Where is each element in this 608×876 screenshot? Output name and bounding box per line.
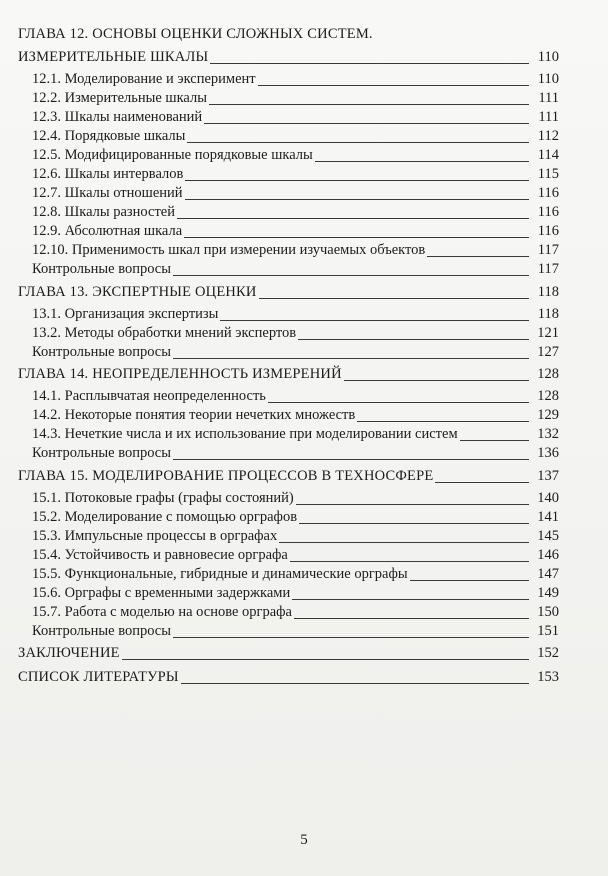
toc-entry-page-number: 153 [537,669,559,685]
toc-entry-page-number: 116 [537,185,559,201]
toc-entry-section [18,388,559,407]
toc-entry-page-number: 146 [537,546,559,563]
toc-entry-label: ГЛАВА 12. ОСНОВЫ ОЦЕНКИ СЛОЖНЫХ СИСТЕМ. [18,26,373,42]
toc-entry-row [18,90,559,107]
toc-entry-label: 15.3. Импульсные процессы в орграфах [32,527,278,544]
toc-entry-chapter [18,49,559,71]
toc-dot-leader [187,142,529,143]
toc-entry-review-questions [18,623,559,644]
toc-entry-label: ЗАКЛЮЧЕНИЕ [18,645,120,661]
toc-entry-section [18,547,559,566]
toc-dot-leader [185,199,529,200]
toc-entry-label: 15.7. Работа с моделью на основе орграфа [32,603,292,620]
toc-entry-section [18,204,559,223]
toc-entry-row [18,407,559,424]
toc-entry-row [18,445,559,462]
toc-entry-label: 12.3. Шкалы наименований [32,109,203,125]
toc-dot-leader [435,482,529,483]
toc-entry-label: ГЛАВА 15. МОДЕЛИРОВАНИЕ ПРОЦЕССОВ В ТЕХНОСФЕРЕ [18,467,434,484]
toc-entry-label: ГЛАВА 14. НЕОПРЕДЕЛЕННОСТЬ ИЗМЕРЕНИЙ [18,366,342,382]
toc-entry-page-number: 137 [537,467,559,484]
toc-dot-leader [220,320,529,321]
toc-entry-label: Контрольные вопросы [32,622,171,639]
toc-entry-row [18,645,559,662]
toc-entry-section [18,509,559,528]
toc-entry-page-number: 145 [537,527,559,544]
toc-dot-leader [292,599,529,600]
toc-dot-leader [259,298,529,299]
toc-entry-page-number: 152 [537,645,559,661]
toc-entry-page-number: 127 [537,343,559,360]
toc-entry-page-number: 117 [537,242,559,258]
toc-dot-leader [460,440,529,441]
toc-entry-section [18,306,559,325]
page-number: 5 [300,832,308,848]
toc-entry-row [18,468,559,485]
toc-entry-row [18,547,559,564]
toc-entry-section [18,242,559,261]
toc-entry-row [18,306,559,323]
toc-entry-chapter [18,284,559,306]
toc-entry-page-number: 136 [537,445,559,461]
toc-entry-label: Контрольные вопросы [32,445,171,461]
toc-entry-label: 12.6. Шкалы интервалов [32,166,184,182]
toc-entry-row [18,26,559,43]
toc-dot-leader [268,402,529,403]
toc-entry-label: 15.5. Функциональные, гибридные и динамические орграфы [32,565,408,582]
toc-entry-chapter [18,645,559,667]
toc-dot-leader [344,380,529,381]
toc-entry-page-number: 128 [537,388,559,404]
toc-entry-label: 12.9. Абсолютная шкала [32,223,183,239]
toc-entry-page-number: 110 [537,49,559,65]
toc-dot-leader [185,180,529,181]
toc-entry-row [18,261,559,278]
toc-dot-leader [122,659,529,660]
toc-entry-row [18,344,559,361]
toc-entry-section [18,166,559,185]
toc-entry-chapter [18,26,559,47]
toc-dot-leader [173,358,529,359]
toc-entry-label: 12.5. Модифицированные порядковые шкалы [32,147,313,163]
toc-entry-page-number: 116 [537,204,559,220]
toc-entry-section [18,109,559,128]
toc-entry-row [18,242,559,259]
toc-dot-leader [177,218,529,219]
toc-entry-page-number: 132 [537,426,559,442]
toc-entry-row [18,49,559,66]
toc-entry-label: 13.2. Методы обработки мнений экспертов [32,324,297,341]
toc-entry-page-number: 116 [537,223,559,239]
toc-entry-section [18,223,559,242]
toc-entry-row [18,366,559,383]
toc-dot-leader [299,523,529,524]
toc-dot-leader [204,123,529,124]
toc-entry-label: СПИСОК ЛИТЕРАТУРЫ [18,669,179,685]
toc-entry-row [18,509,559,526]
toc-entry-label: ИЗМЕРИТЕЛЬНЫЕ ШКАЛЫ [18,49,209,65]
toc-entry-section [18,585,559,604]
toc-entry-row [18,585,559,602]
toc-dot-leader [210,63,529,64]
toc-entry-section [18,147,559,166]
toc-dot-leader [410,580,529,581]
toc-dot-leader [315,161,529,162]
toc-entry-section [18,528,559,547]
toc-entry-page-number: 111 [538,109,559,125]
toc-entry-review-questions [18,445,559,466]
toc-entry-section [18,426,559,445]
toc-dot-leader [173,275,529,276]
toc-entry-label: 15.1. Потоковые графы (графы состояний) [32,489,294,506]
toc-entry-row [18,185,559,202]
toc-entry-page-number: 111 [538,90,559,106]
toc-entry-row [18,128,559,145]
toc-dot-leader [296,504,529,505]
toc-entry-label: 12.8. Шкалы разностей [32,204,175,220]
toc-entry-page-number: 147 [537,565,559,582]
toc-entry-section [18,185,559,204]
toc-entry-page-number: 115 [537,166,559,182]
toc-dot-leader [298,339,529,340]
toc-dot-leader [181,683,529,684]
toc-entry-row [18,204,559,221]
toc-entry-row [18,566,559,583]
toc-entry-label: 12.7. Шкалы отношений [32,185,183,201]
toc-entry-label: Контрольные вопросы [32,343,171,360]
toc-entry-row [18,71,559,88]
toc-dot-leader [184,237,529,238]
toc-entry-row [18,325,559,342]
toc-entry-label: 13.1. Организация экспертизы [32,305,219,322]
toc-entry-page-number: 128 [537,366,559,382]
toc-entry-row [18,166,559,183]
toc-dot-leader [279,542,529,543]
toc-dot-leader [357,421,529,422]
toc-entry-row [18,388,559,405]
toc-entry-section [18,566,559,585]
toc-entry-row [18,669,559,686]
toc-entry-chapter [18,468,559,490]
toc-entry-row [18,623,559,640]
table-of-contents [18,26,559,691]
toc-entry-review-questions [18,261,559,282]
toc-entry-label: 12.10. Применимость шкал при измерении изучаемых объектов [32,242,426,258]
toc-dot-leader [290,561,529,562]
toc-entry-page-number: 114 [537,147,559,163]
toc-entry-section [18,71,559,90]
toc-entry-row [18,490,559,507]
toc-entry-label: Контрольные вопросы [32,261,171,277]
toc-entry-label: 12.4. Порядковые шкалы [32,128,186,144]
toc-entry-row [18,147,559,164]
toc-entry-page-number: 118 [537,305,559,322]
toc-entry-label: 12.1. Моделирование и эксперимент [32,71,256,87]
toc-dot-leader [294,618,529,619]
toc-entry-page-number: 151 [537,622,559,639]
toc-entry-chapter [18,366,559,388]
toc-entry-section [18,407,559,426]
toc-dot-leader [258,85,529,86]
toc-entry-label: 15.4. Устойчивость и равновесие орграфа [32,546,288,563]
toc-entry-page-number: 117 [537,261,559,277]
toc-entry-label: ГЛАВА 13. ЭКСПЕРТНЫЕ ОЦЕНКИ [18,283,257,300]
toc-entry-row [18,528,559,545]
toc-entry-label: 14.3. Нечеткие числа и их использование при моделировании систем [32,426,458,442]
toc-entry-label: 12.2. Измерительные шкалы [32,90,207,106]
toc-entry-label: 14.2. Некоторые понятия теории нечетких множеств [32,407,356,423]
toc-entry-page-number: 118 [537,283,559,300]
toc-entry-section [18,490,559,509]
toc-entry-label: 15.2. Моделирование с помощью орграфов [32,508,298,525]
toc-entry-page-number: 129 [537,407,559,423]
toc-dot-leader [173,459,529,460]
toc-entry-review-questions [18,344,559,365]
toc-entry-row [18,604,559,621]
toc-entry-row [18,284,559,301]
toc-entry-row [18,109,559,126]
toc-entry-page-number: 110 [537,71,559,87]
toc-entry-chapter [18,669,559,691]
toc-dot-leader [173,637,529,638]
toc-entry-section [18,128,559,147]
toc-entry-page-number: 149 [537,584,559,601]
toc-entry-section [18,604,559,623]
toc-entry-page-number: 140 [537,489,559,506]
toc-entry-section [18,90,559,109]
toc-entry-page-number: 141 [537,508,559,525]
toc-entry-row [18,426,559,443]
toc-dot-leader [209,104,529,105]
toc-entry-page-number: 121 [537,324,559,341]
toc-dot-leader [427,256,529,257]
toc-entry-label: 14.1. Расплывчатая неопределенность [32,388,266,404]
toc-entry-row [18,223,559,240]
toc-entry-label: 15.6. Орграфы с временными задержками [32,584,291,601]
toc-entry-page-number: 150 [537,603,559,620]
toc-entry-section [18,325,559,344]
toc-entry-page-number: 112 [537,128,559,144]
